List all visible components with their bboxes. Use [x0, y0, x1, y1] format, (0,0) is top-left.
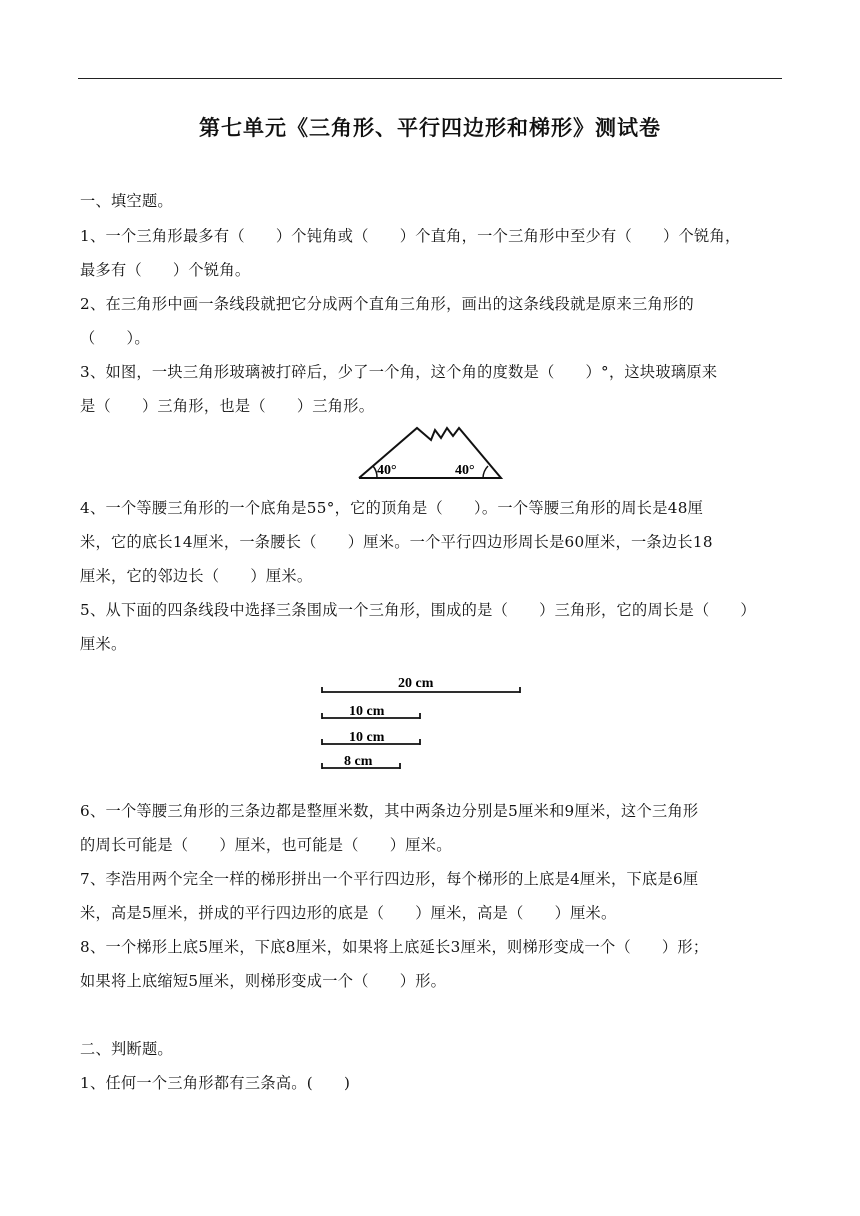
- question-line: 最多有（ ）个锐角。: [80, 261, 251, 279]
- question-line: 7、李浩用两个完全一样的梯形拼出一个平行四边形，每个梯形的上底是4厘米，下底是6厘: [80, 870, 699, 888]
- segment-label: 8 cm: [344, 754, 373, 769]
- question-line: 4、一个等腰三角形的一个底角是55°，它的顶角是（ ）。一个等腰三角形的周长是48厘: [80, 499, 704, 517]
- question-line: 8、一个梯形上底5厘米，下底8厘米，如果将上底延长3厘米，则梯形变成一个（ ）形；: [80, 938, 709, 956]
- header-rule: [78, 78, 782, 79]
- broken-glass-triangle-figure: [355, 420, 505, 482]
- segment-label: 10 cm: [349, 730, 385, 745]
- segment-10cm-b: [322, 730, 420, 745]
- section-heading-true-false: 二、判断题。: [80, 1040, 173, 1058]
- question-line: 2、在三角形中画一条线段就把它分成两个直角三角形，画出的这条线段就是原来三角形的: [80, 295, 694, 313]
- right-angle-label: 40°: [455, 463, 475, 478]
- question-line: 米，它的底长14厘米，一条腰长（ ）厘米。一个平行四边形周长是60厘米，一条边长18: [80, 533, 713, 551]
- segment-label: 20 cm: [398, 676, 434, 691]
- question-line: 5、从下面的四条线段中选择三条围成一个三角形，围成的是（ ）三角形，它的周长是（ ）: [80, 601, 756, 619]
- question-line: 3、如图，一块三角形玻璃被打碎后，少了一个角，这个角的度数是（ ）°，这块玻璃原来: [80, 363, 718, 381]
- question-line: 厘米，它的邻边长（ ）厘米。: [80, 567, 313, 585]
- left-angle-label: 40°: [377, 463, 397, 478]
- question-line: 厘米。: [80, 635, 127, 653]
- segment-20cm: [322, 676, 520, 693]
- question-line: 如果将上底缩短5厘米，则梯形变成一个（ ）形。: [80, 972, 447, 990]
- question-line: 是（ ）三角形，也是（ ）三角形。: [80, 397, 375, 415]
- question-line: （ ）。: [80, 329, 150, 347]
- question-line: 1、任何一个三角形都有三条高。( ): [80, 1074, 351, 1092]
- question-line: 的周长可能是（ ）厘米，也可能是（ ）厘米。: [80, 836, 452, 854]
- question-line: 米，高是5厘米，拼成的平行四边形的底是（ ）厘米，高是（ ）厘米。: [80, 904, 617, 922]
- segment-10cm-a: [322, 704, 420, 719]
- line-segments-figure: [318, 670, 528, 780]
- section-heading-fill-blank: 一、填空题。: [80, 192, 173, 210]
- page-title: 第七单元《三角形、平行四边形和梯形》测试卷: [199, 116, 661, 140]
- segment-label: 10 cm: [349, 704, 385, 719]
- segment-8cm: [322, 754, 400, 769]
- question-line: 6、一个等腰三角形的三条边都是整厘米数，其中两条边分别是5厘米和9厘米，这个三角形: [80, 802, 699, 820]
- question-line: 1、一个三角形最多有（ ）个钝角或（ ）个直角，一个三角形中至少有（ ）个锐角，: [80, 227, 741, 245]
